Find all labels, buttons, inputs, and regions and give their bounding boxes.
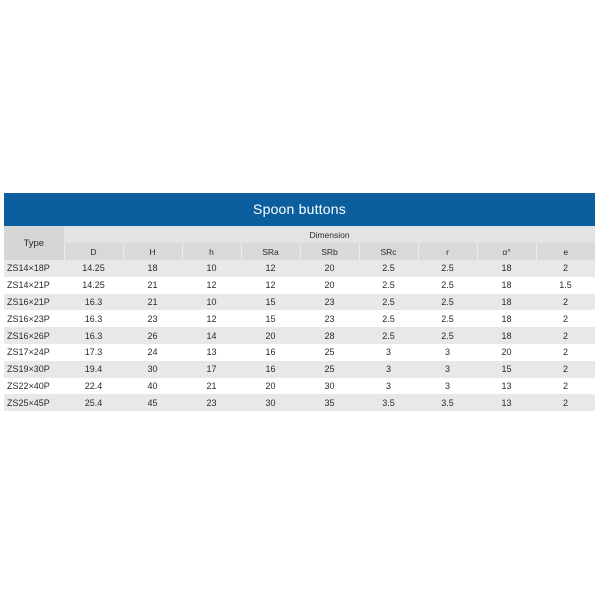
value-cell: 20 — [300, 277, 359, 294]
value-cell: 16 — [241, 361, 300, 378]
value-cell: 3.5 — [418, 394, 477, 411]
value-cell: 21 — [123, 294, 182, 311]
table-row — [4, 260, 595, 277]
value-cell: 30 — [300, 378, 359, 395]
value-cell: 23 — [182, 394, 241, 411]
value-cell: 2 — [536, 361, 595, 378]
value-cell: 3 — [359, 361, 418, 378]
value-cell: 19.4 — [64, 361, 123, 378]
table-row — [4, 327, 595, 344]
value-cell: 2.5 — [418, 260, 477, 277]
dimension-table — [4, 226, 595, 411]
table-row — [4, 294, 595, 311]
type-column-header: Type — [4, 226, 64, 260]
value-cell: 2.5 — [359, 277, 418, 294]
value-cell: 3 — [418, 344, 477, 361]
value-cell: 17.3 — [64, 344, 123, 361]
value-cell: 2 — [536, 327, 595, 344]
type-cell: ZS22×40P — [4, 378, 64, 395]
type-cell: ZS14×21P — [4, 277, 64, 294]
value-cell: 2.5 — [359, 327, 418, 344]
table-row — [4, 344, 595, 361]
value-cell: 25 — [300, 344, 359, 361]
table-row — [4, 394, 595, 411]
value-cell: 23 — [300, 310, 359, 327]
column-header: SRc — [359, 243, 418, 260]
value-cell: 18 — [477, 294, 536, 311]
column-header: h — [182, 243, 241, 260]
value-cell: 18 — [477, 310, 536, 327]
value-cell: 13 — [182, 344, 241, 361]
value-cell: 18 — [477, 277, 536, 294]
type-cell: ZS19×30P — [4, 361, 64, 378]
value-cell: 2.5 — [359, 310, 418, 327]
value-cell: 14.25 — [64, 277, 123, 294]
value-cell: 10 — [182, 294, 241, 311]
value-cell: 23 — [300, 294, 359, 311]
value-cell: 2.5 — [359, 294, 418, 311]
value-cell: 22.4 — [64, 378, 123, 395]
type-cell: ZS17×24P — [4, 344, 64, 361]
value-cell: 25.4 — [64, 394, 123, 411]
value-cell: 21 — [182, 378, 241, 395]
value-cell: 12 — [241, 277, 300, 294]
value-cell: 13 — [477, 394, 536, 411]
value-cell: 2.5 — [418, 310, 477, 327]
value-cell: 40 — [123, 378, 182, 395]
value-cell: 3 — [359, 378, 418, 395]
column-header: H — [123, 243, 182, 260]
value-cell: 3 — [359, 344, 418, 361]
type-cell: ZS16×21P — [4, 294, 64, 311]
value-cell: 35 — [300, 394, 359, 411]
column-header: e — [536, 243, 595, 260]
value-cell: 20 — [241, 378, 300, 395]
type-cell: ZS25×45P — [4, 394, 64, 411]
value-cell: 2 — [536, 260, 595, 277]
value-cell: 15 — [241, 310, 300, 327]
table-row — [4, 361, 595, 378]
column-header: α° — [477, 243, 536, 260]
value-cell: 18 — [477, 327, 536, 344]
value-cell: 12 — [241, 260, 300, 277]
value-cell: 20 — [477, 344, 536, 361]
value-cell: 2.5 — [418, 327, 477, 344]
type-cell: ZS14×18P — [4, 260, 64, 277]
value-cell: 2 — [536, 294, 595, 311]
value-cell: 2 — [536, 378, 595, 395]
value-cell: 14.25 — [64, 260, 123, 277]
value-cell: 28 — [300, 327, 359, 344]
column-header: r — [418, 243, 477, 260]
value-cell: 21 — [123, 277, 182, 294]
value-cell: 13 — [477, 378, 536, 395]
value-cell: 2 — [536, 344, 595, 361]
column-header: D — [64, 243, 123, 260]
value-cell: 2 — [536, 394, 595, 411]
value-cell: 15 — [241, 294, 300, 311]
value-cell: 18 — [477, 260, 536, 277]
table-row — [4, 378, 595, 395]
column-header: SRa — [241, 243, 300, 260]
value-cell: 2.5 — [359, 260, 418, 277]
value-cell: 2.5 — [418, 277, 477, 294]
value-cell: 3 — [418, 378, 477, 395]
dimension-group-header: Dimension — [64, 226, 595, 243]
value-cell: 18 — [123, 260, 182, 277]
value-cell: 14 — [182, 327, 241, 344]
type-cell: ZS16×26P — [4, 327, 64, 344]
value-cell: 45 — [123, 394, 182, 411]
value-cell: 10 — [182, 260, 241, 277]
value-cell: 16 — [241, 344, 300, 361]
table-row — [4, 277, 595, 294]
value-cell: 1.5 — [536, 277, 595, 294]
value-cell: 23 — [123, 310, 182, 327]
value-cell: 12 — [182, 310, 241, 327]
value-cell: 20 — [300, 260, 359, 277]
value-cell: 17 — [182, 361, 241, 378]
value-cell: 26 — [123, 327, 182, 344]
table-row — [4, 310, 595, 327]
value-cell: 16.3 — [64, 294, 123, 311]
spoon-buttons-table — [4, 193, 595, 411]
column-header: SRb — [300, 243, 359, 260]
value-cell: 3 — [418, 361, 477, 378]
value-cell: 16.3 — [64, 327, 123, 344]
value-cell: 30 — [123, 361, 182, 378]
value-cell: 25 — [300, 361, 359, 378]
table-body — [4, 260, 595, 411]
value-cell: 20 — [241, 327, 300, 344]
value-cell: 24 — [123, 344, 182, 361]
value-cell: 3.5 — [359, 394, 418, 411]
value-cell: 2.5 — [418, 294, 477, 311]
type-cell: ZS16×23P — [4, 310, 64, 327]
value-cell: 12 — [182, 277, 241, 294]
value-cell: 16.3 — [64, 310, 123, 327]
table-title: Spoon buttons — [4, 193, 595, 226]
value-cell: 15 — [477, 361, 536, 378]
value-cell: 30 — [241, 394, 300, 411]
value-cell: 2 — [536, 310, 595, 327]
